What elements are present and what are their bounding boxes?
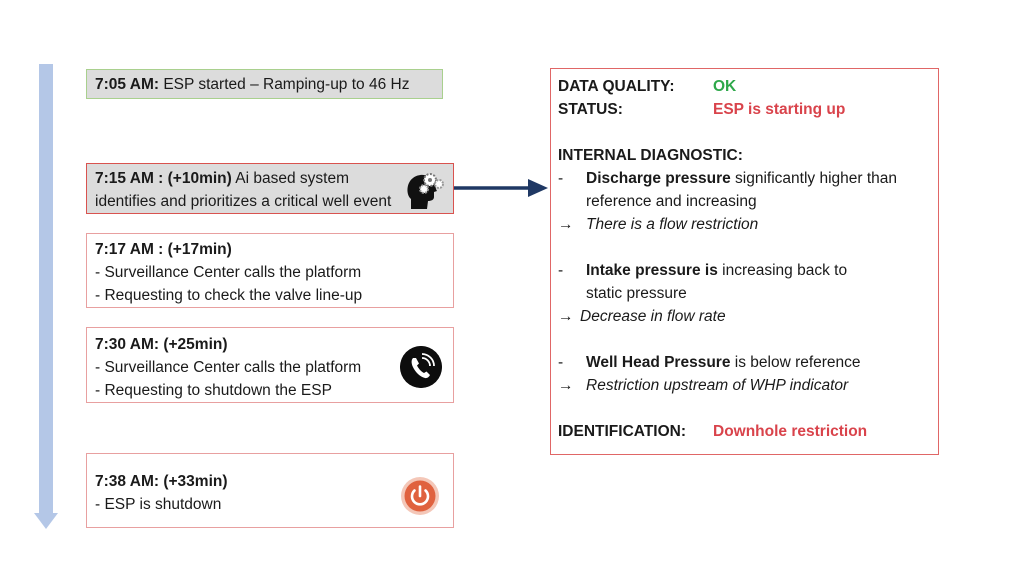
diag-conclusion: Restriction upstream of WHP indicator bbox=[586, 377, 849, 394]
timeline-arrow bbox=[34, 64, 58, 529]
diag-term: Discharge pressure bbox=[586, 170, 731, 187]
identification-label: IDENTIFICATION: bbox=[558, 423, 687, 440]
event-text: Ai based system bbox=[231, 170, 349, 187]
power-icon bbox=[400, 476, 440, 516]
event-line: - Requesting to shutdown the ESP bbox=[95, 382, 332, 399]
event-time: 7:30 AM: (+25min) bbox=[95, 336, 228, 353]
bullet-dash: - bbox=[558, 354, 564, 371]
diag-term: Intake pressure is bbox=[586, 262, 718, 279]
diag-term: Well Head Pressure bbox=[586, 354, 731, 371]
event-time: 7:17 AM : (+17min) bbox=[95, 241, 232, 258]
conclusion-arrow: → bbox=[558, 308, 574, 325]
data-quality-value: OK bbox=[713, 78, 737, 95]
diag-text: increasing back to bbox=[717, 262, 848, 279]
diag-text-line2: static pressure bbox=[586, 285, 687, 302]
conclusion-arrow: → bbox=[558, 377, 574, 394]
diagnostic-title: INTERNAL DIAGNOSTIC: bbox=[558, 147, 743, 164]
diag-conclusion: Decrease in flow rate bbox=[580, 308, 726, 325]
diag-conclusion: There is a flow restriction bbox=[586, 216, 759, 233]
event-text: ESP started – Ramping-up to 46 Hz bbox=[159, 76, 410, 93]
diag-text: significantly higher than bbox=[730, 170, 898, 187]
event-time: 7:38 AM: (+33min) bbox=[95, 473, 228, 490]
event-call-shutdown bbox=[86, 327, 454, 403]
diag-text: is below reference bbox=[730, 354, 861, 371]
connector-arrow bbox=[454, 177, 548, 199]
event-time: 7:05 AM: bbox=[95, 76, 160, 93]
diagnostic-panel bbox=[550, 68, 939, 455]
ai-gears-head-icon bbox=[403, 169, 445, 211]
event-line: - Surveillance Center calls the platform bbox=[95, 264, 362, 281]
event-line: - Requesting to check the valve line-up bbox=[95, 287, 363, 304]
data-quality-label: DATA QUALITY: bbox=[558, 78, 675, 95]
event-esp-started bbox=[86, 69, 443, 99]
event-text-line2: identifies and prioritizes a critical well event bbox=[95, 193, 392, 210]
event-time: 7:15 AM : (+10min) bbox=[95, 170, 232, 187]
event-call-valve bbox=[86, 233, 454, 308]
bullet-dash: - bbox=[558, 262, 564, 279]
bullet-dash: - bbox=[558, 170, 564, 187]
status-label: STATUS: bbox=[558, 101, 623, 118]
status-value: ESP is starting up bbox=[713, 101, 846, 118]
phone-call-icon bbox=[400, 346, 442, 388]
event-line: - Surveillance Center calls the platform bbox=[95, 359, 362, 376]
event-line: - ESP is shutdown bbox=[95, 496, 222, 513]
conclusion-arrow: → bbox=[558, 216, 574, 233]
event-ai-detection bbox=[86, 163, 454, 214]
event-esp-shutdown bbox=[86, 453, 454, 528]
identification-value: Downhole restriction bbox=[713, 423, 868, 440]
diag-text-line2: reference and increasing bbox=[586, 193, 757, 210]
